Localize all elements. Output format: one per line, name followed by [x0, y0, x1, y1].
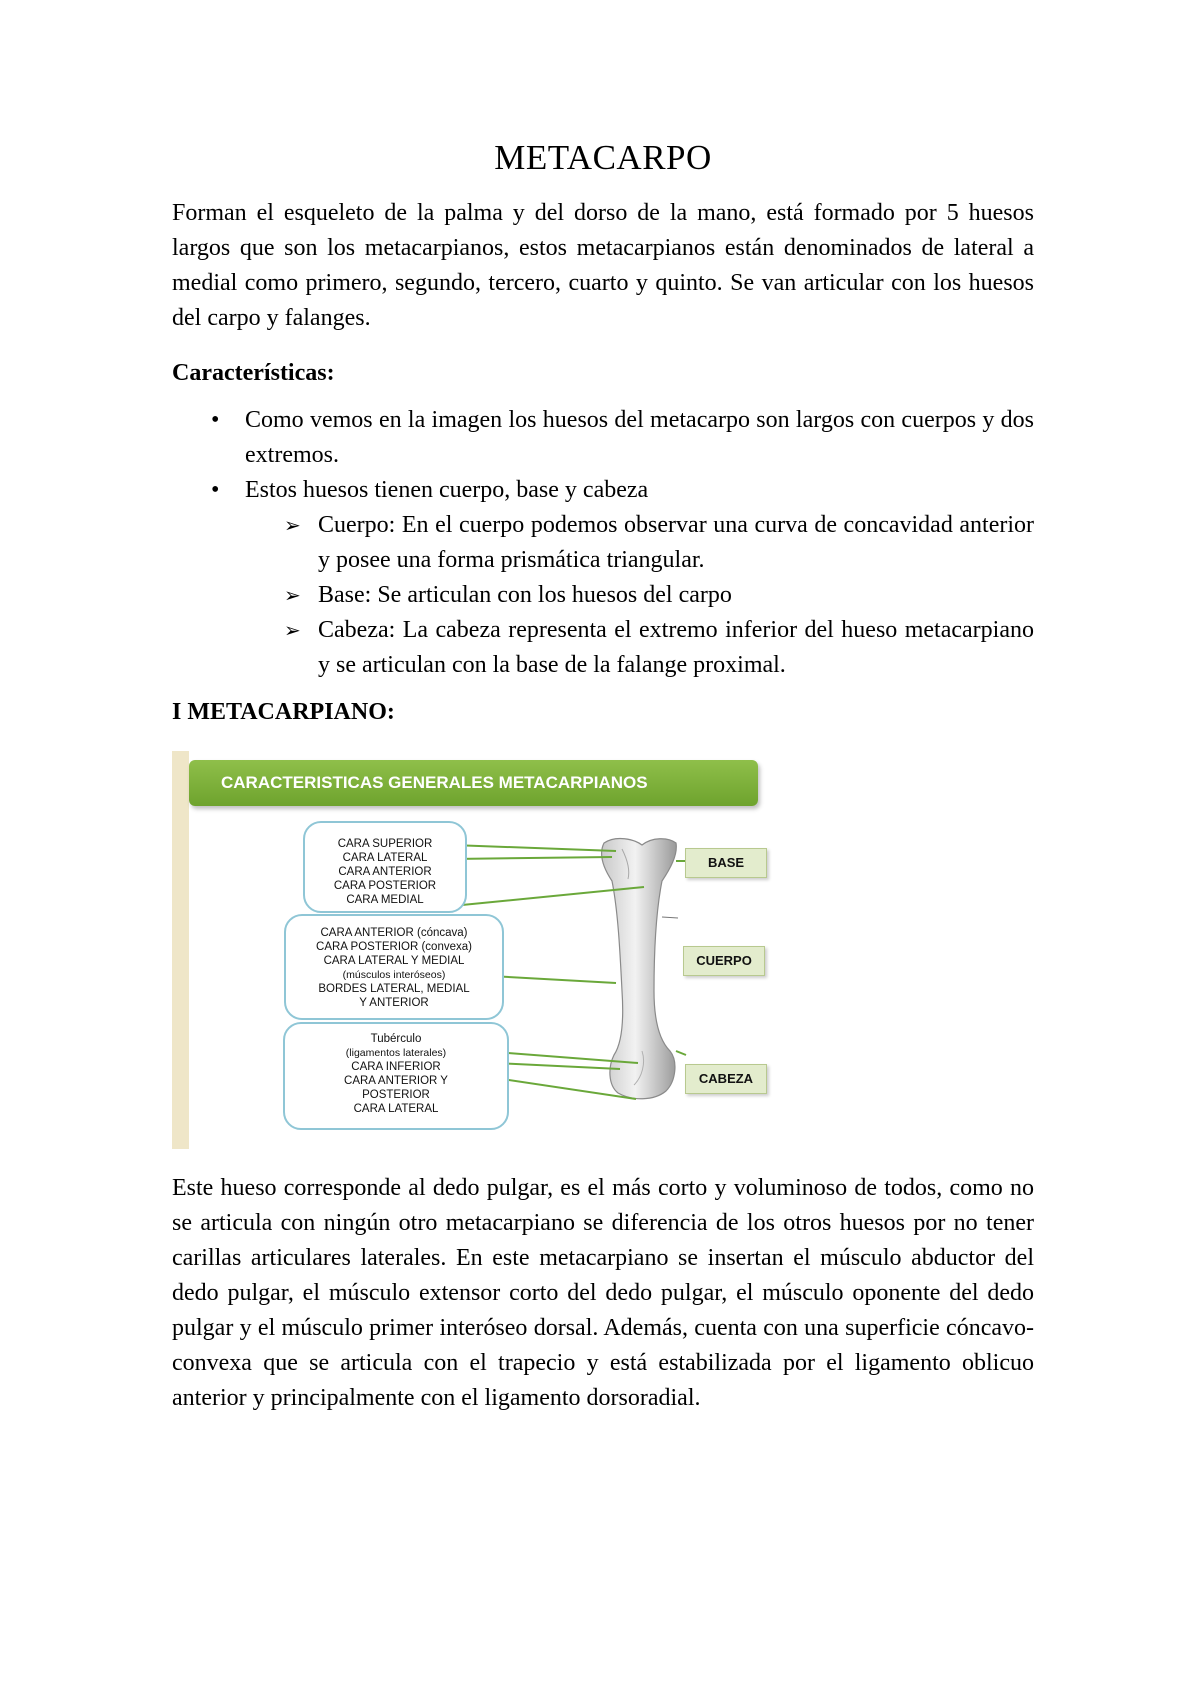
bullet-icon: •	[211, 407, 220, 433]
sub-bullet-list	[172, 508, 1034, 683]
list-item	[172, 578, 1034, 613]
bullet-list	[172, 403, 1034, 508]
list-item-text: Como vemos en la imagen los huesos del metacarpo son largos con cuerpos y dos extremos.	[245, 407, 1034, 468]
bullet-icon: •	[211, 477, 220, 503]
section-heading: I METACARPIANO:	[172, 699, 395, 725]
document-content	[172, 138, 1034, 1416]
metacarpal-bone	[602, 839, 677, 1099]
list-item-text: Estos huesos tienen cuerpo, base y cabeza	[245, 477, 649, 503]
list-item	[172, 473, 1034, 508]
box-line: CARA ANTERIOR Y	[344, 1075, 448, 1087]
box-line: BORDES LATERAL, MEDIAL	[318, 983, 470, 995]
box-line: Tubérculo	[370, 1033, 422, 1045]
list-item	[172, 508, 1034, 578]
label-base: BASE	[685, 848, 767, 878]
box-line: Y ANTERIOR	[359, 997, 429, 1009]
arrow-bullet-icon: ➢	[284, 583, 301, 607]
closing-paragraph: Este hueso corresponde al dedo pulgar, es el más corto y voluminoso de todos, como no se articula con ningún otro metacarpiano se diferencia de los otros huesos por no tener carillas articulares laterales. En este metacarpiano se insertan el músculo abductor del dedo pulgar, el músculo extensor corto del dedo pulgar, el músculo oponente del dedo pulgar y el músculo primer interóseo dorsal. Además, cuenta con una superficie cóncavo-convexa que se articula con el trapecio y está estabilizada por el ligamento oblicuo anterior y principalmente con el ligamento dorsoradial.	[172, 1175, 1034, 1411]
box-line: CARA MEDIAL	[346, 894, 424, 906]
box-line: CARA POSTERIOR	[333, 880, 437, 892]
list-item	[172, 403, 1034, 473]
box-line: (ligamentos laterales)	[345, 1047, 447, 1059]
arrow-bullet-icon: ➢	[284, 513, 301, 537]
box-line: CARA ANTERIOR	[338, 866, 432, 878]
box-line: CARA INFERIOR	[351, 1061, 441, 1073]
list-item-text: Base: Se articulan con los huesos del carpo	[318, 582, 732, 608]
box-line: (músculos interóseos)	[342, 969, 446, 981]
body-features-box	[284, 914, 504, 1020]
box-line: CARA LATERAL	[353, 1103, 439, 1115]
box-line: CARA LATERAL Y MEDIAL	[323, 955, 465, 967]
label-cuerpo: CUERPO	[683, 946, 765, 976]
list-item	[172, 613, 1034, 683]
list-item-text: Cabeza: La cabeza representa el extremo inferior del hueso metacarpiano y se articulan con la base de la falange proximal.	[318, 617, 1034, 678]
box-line: CARA SUPERIOR	[337, 838, 433, 850]
label-cabeza: CABEZA	[685, 1064, 767, 1094]
intro-paragraph: Forman el esqueleto de la palma y del dorso de la mano, está formado por 5 huesos largos que son los metacarpianos, estos metacarpianos están denominados de lateral a medial como primero, segundo, tercero, cuarto y quinto. Se van articular con los huesos del carpo y falanges.	[172, 200, 1034, 331]
list-item-text: Cuerpo: En el cuerpo podemos observar una curva de concavidad anterior y posee una forma prismática triangular.	[318, 512, 1034, 573]
characteristics-heading: Características:	[172, 360, 335, 386]
box-line: CARA POSTERIOR (convexa)	[316, 941, 472, 953]
box-line: POSTERIOR	[362, 1089, 430, 1101]
metacarpal-figure	[172, 751, 766, 1149]
arrow-bullet-icon: ➢	[284, 618, 301, 642]
box-line: CARA ANTERIOR (cóncava)	[320, 927, 468, 939]
head-features-box	[283, 1022, 509, 1130]
figure-banner: CARACTERISTICAS GENERALES METACARPIANOS	[189, 760, 758, 806]
box-line: CARA LATERAL	[342, 852, 428, 864]
base-features-box	[303, 821, 467, 913]
page-title: METACARPO	[494, 138, 712, 177]
